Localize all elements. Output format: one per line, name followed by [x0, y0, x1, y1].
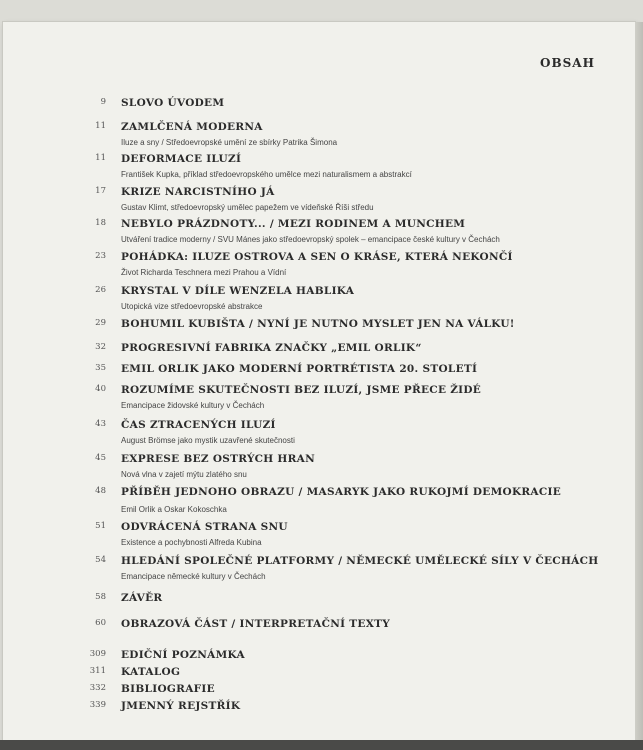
- entry-title: PROGRESIVNÍ FABRIKA ZNAČKY „EMIL ORLIK“: [121, 342, 422, 354]
- page-number: 26: [95, 285, 106, 295]
- page-number: 45: [95, 453, 106, 463]
- page-number: 32: [95, 342, 106, 352]
- page-number: 29: [95, 318, 106, 328]
- entry-title: POHÁDKA: ILUZE OSTROVA A SEN O KRÁSE, KTERÁ NEKONČÍ: [121, 251, 513, 263]
- entry-subtitle: Existence a pochybnosti Alfreda Kubina: [121, 538, 262, 547]
- page-number: 332: [89, 683, 106, 693]
- contents-heading: OBSAH: [540, 56, 595, 70]
- page-number: 9: [100, 97, 106, 107]
- entry-title: EDIČNÍ POZNÁMKA: [121, 649, 245, 661]
- entry-title: KATALOG: [121, 666, 181, 678]
- entry-subtitle: František Kupka, příklad středoevropského umělce mezi naturalismem a abstrakcí: [121, 170, 412, 179]
- entry-title: SLOVO ÚVODEM: [121, 97, 225, 109]
- entry-title: ODVRÁCENÁ STRANA SNU: [121, 521, 288, 533]
- entry-title: ROZUMÍME SKUTEČNOSTI BEZ ILUZÍ, JSME PŘECE ŽIDÉ: [121, 384, 482, 396]
- page-number: 17: [95, 186, 106, 196]
- page-edge: [635, 22, 643, 740]
- entry-subtitle: August Brömse jako mystik uzavřené skutečnosti: [121, 436, 295, 445]
- entry-subtitle: Utváření tradice moderny / SVU Mánes jako středoevropský spolek – emancipace české kultury v Čechách: [121, 235, 500, 244]
- entry-title: EXPRESE BEZ OSTRÝCH HRAN: [121, 453, 315, 465]
- page-number: 309: [89, 649, 106, 659]
- entry-title: NEBYLO PRÁZDNOTY... / MEZI RODINEM A MUNCHEM: [121, 218, 466, 230]
- entry-subtitle: Iluze a sny / Středoevropské umění ze sbírky Patrika Šimona: [121, 138, 338, 147]
- page-number: 51: [95, 521, 106, 531]
- page-number: 11: [95, 121, 106, 131]
- page-number: 58: [95, 592, 106, 602]
- entry-subtitle: Emil Orlik a Oskar Kokoschka: [121, 505, 227, 514]
- page-number: 23: [95, 251, 106, 261]
- entry-subtitle: Nová vlna v zajetí mýtu zlatého snu: [121, 470, 247, 479]
- entry-title: EMIL ORLIK JAKO MODERNÍ PORTRÉTISTA 20. STOLETÍ: [121, 363, 478, 375]
- entry-title: PŘÍBĚH JEDNOHO OBRAZU / MASARYK JAKO RUKOJMÍ DEMOKRACIE: [121, 486, 562, 498]
- page-number: 18: [95, 218, 106, 228]
- entry-title: KRYSTAL V DÍLE WENZELA HABLIKA: [121, 285, 355, 297]
- page-number: 11: [95, 153, 106, 163]
- entry-title: BIBLIOGRAFIE: [121, 683, 215, 695]
- entry-title: ZÁVĚR: [121, 592, 163, 604]
- table-edge: [0, 740, 643, 750]
- entry-subtitle: Život Richarda Teschnera mezi Prahou a Vídní: [121, 268, 287, 277]
- entry-subtitle: Emancipace německé kultury v Čechách: [121, 572, 266, 581]
- entry-title: BOHUMIL KUBIŠTA / NYNÍ JE NUTNO MYSLET JEN NA VÁLKU!: [121, 318, 515, 330]
- entry-subtitle: Emancipace židovské kultury v Čechách: [121, 401, 265, 410]
- entry-title: HLEDÁNÍ SPOLEČNÉ PLATFORMY / NĚMECKÉ UMĚLECKÉ SÍLY V ČECHÁCH: [121, 555, 599, 567]
- entry-subtitle: Utopická vize středoevropské abstrakce: [121, 302, 263, 311]
- page-number: 43: [95, 419, 106, 429]
- entry-title: ZAMLČENÁ MODERNA: [121, 121, 263, 133]
- entry-title: JMENNÝ REJSTŘÍK: [121, 700, 241, 712]
- entry-title: OBRAZOVÁ ČÁST / INTERPRETAČNÍ TEXTY: [121, 618, 391, 630]
- page-number: 48: [95, 486, 106, 496]
- page-number: 35: [95, 363, 106, 373]
- page-number: 339: [89, 700, 106, 710]
- page-number: 40: [95, 384, 106, 394]
- entry-subtitle: Gustav Klimt, středoevropský umělec papežem ve vídeňské Říši středu: [121, 203, 374, 212]
- page-number: 54: [95, 555, 106, 565]
- page-number: 311: [89, 666, 106, 676]
- entry-title: KRIZE NARCISTNÍHO JÁ: [121, 186, 275, 198]
- entry-title: ČAS ZTRACENÝCH ILUZÍ: [121, 419, 276, 431]
- entry-title: DEFORMACE ILUZÍ: [121, 153, 242, 165]
- page-number: 60: [95, 618, 106, 628]
